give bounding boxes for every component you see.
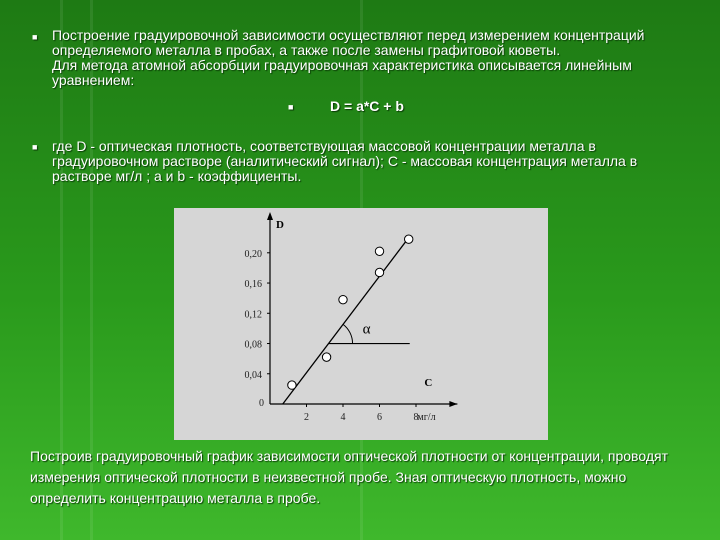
data-point: [339, 295, 347, 303]
angle-label: α: [362, 321, 371, 338]
bullet-icon: ■: [32, 142, 38, 152]
fit-line: [283, 238, 409, 404]
x-axis-label: C: [424, 377, 433, 389]
y-tick-label: 0,04: [244, 369, 262, 381]
data-point: [375, 268, 383, 276]
bullet-icon: ■: [32, 32, 38, 42]
origin-label: 0: [259, 398, 264, 409]
y-axis-label: D: [276, 219, 284, 231]
y-tick-label: 0,20: [244, 248, 262, 260]
y-axis-arrow: [267, 212, 273, 220]
paragraph-definitions: где D - оптическая плотность, соответствующая массовой концентрации металла в градуировочном растворе (аналитический сигнал); C - массовая концентрация металла в растворе мг/л ; a и b - коэффициенты.: [52, 138, 638, 184]
angle-arc: [343, 324, 353, 343]
x-tick-label: 2: [304, 412, 309, 423]
data-point: [405, 235, 413, 243]
y-tick-label: 0,12: [244, 309, 262, 321]
data-point: [288, 381, 296, 389]
calibration-chart: [174, 208, 548, 440]
x-tick-label: 6: [377, 412, 382, 423]
y-tick-label: 0,08: [244, 339, 262, 351]
paragraph-calibration: [52, 28, 692, 88]
paragraph-calibration-line1: Построение градуировочной зависимости осуществляют перед измерением концентраций определяемого металла в пробах, а также после замены графитовой кюветы.: [52, 27, 645, 58]
x-tick-label: 8: [413, 412, 419, 423]
x-unit-label: мг/л: [417, 412, 436, 423]
data-point: [322, 353, 330, 361]
x-tick-label: 4: [340, 412, 346, 423]
paragraph-calibration-line2: Для метода атомной абсорбции градуировочная характеристика описывается линейным уравнением:: [52, 57, 632, 88]
x-axis-arrow: [449, 401, 457, 407]
data-point: [375, 247, 383, 255]
bullet-icon: ■: [288, 102, 294, 112]
bottom-paragraph: Построив градуировочный график зависимости оптической плотности от концентрации, проводят измерения оптической плотности в неизвестной пробе. Зная оптическую плотность, можно определить концентрацию металла в пробе.: [30, 448, 668, 506]
calibration-chart-panel: [174, 208, 548, 440]
y-tick-label: 0,16: [244, 279, 262, 291]
formula: D = a*C + b: [330, 98, 404, 114]
